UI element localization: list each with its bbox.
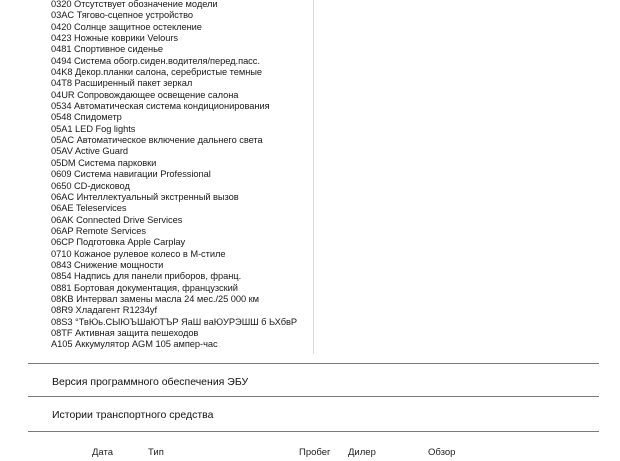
option-item: 06AK Connected Drive Services	[51, 214, 183, 225]
column-header-type[interactable]: Тип	[148, 447, 164, 458]
option-item: 0420 Солнце защитное остекление	[51, 21, 202, 32]
option-item: 0320 Отсутствует обозначение модели	[51, 0, 218, 9]
option-item: 03AC Тягово-сцепное устройство	[51, 10, 194, 21]
option-item: 06AC Интеллектуальный экстренный вызов	[51, 191, 239, 202]
option-item: 0609 Система навигации Professional	[51, 169, 211, 180]
option-item: 04K8 Декор.планки салона, серебристые темные	[51, 67, 263, 78]
column-header-dealer[interactable]: Дилер	[348, 447, 376, 458]
option-item: 06AP Remote Services	[51, 225, 146, 236]
vehicle-history-section-header[interactable]: Истории транспортного средства	[52, 409, 214, 421]
option-item: 04UR Сопровождающее освещение салона	[51, 89, 239, 100]
section-divider	[28, 396, 599, 397]
section-divider	[28, 363, 599, 364]
option-item: 05AV Active Guard	[51, 146, 129, 157]
option-item: 0534 Автоматическая система кондиционирования	[51, 101, 270, 112]
option-item: 0854 Надпись для панели приборов, франц.	[51, 271, 242, 282]
option-item: 0881 Бортовая документация, французский	[51, 282, 238, 293]
equipment-options-list	[51, 0, 314, 354]
option-item: 08S3 °ТвЮь.СЫЮЪШаЮТЪР ЯаШ ваЮУРЭШШ б ЬХбвР	[51, 316, 298, 327]
option-item: 05DM Система парковки	[51, 157, 157, 168]
option-item: 06AE Teleservices	[51, 203, 127, 214]
option-item: 05AC Автоматическое включение дальнего света	[51, 135, 263, 146]
option-item: 0423 Ножные коврики Velours	[51, 33, 178, 44]
column-header-date[interactable]: Дата	[92, 447, 114, 458]
history-table-header	[0, 447, 620, 461]
column-header-overview[interactable]: Обзор	[428, 447, 456, 458]
option-item: 0710 Кожаное рулевое колесо в М-стиле	[51, 248, 226, 259]
option-item: 04T8 Расширенный пакет зеркал	[51, 78, 193, 89]
option-item: 06CP Подготовка Apple Carplay	[51, 237, 186, 248]
section-divider	[28, 431, 599, 432]
option-item: 08KB Интервал замены масла 24 мес./25 000 км	[51, 293, 260, 304]
column-header-mileage[interactable]: Пробег	[299, 447, 331, 458]
option-item: 0843 Снижение мощности	[51, 259, 164, 270]
option-item: 0548 Спидометр	[51, 112, 122, 123]
option-item: 0494 Система обогр.сиден.водителя/перед.пасс.	[51, 55, 260, 66]
option-item: A105 Аккумулятор AGM 105 ампер-час	[51, 339, 218, 350]
option-item: 0650 CD-дисковод	[51, 180, 130, 191]
ecu-software-section-header[interactable]: Версия программного обеспечения ЭБУ	[52, 376, 249, 388]
option-item: 0481 Спортивное сиденье	[51, 44, 164, 55]
option-item: 08R9 Хладагент R1234yf	[51, 305, 158, 316]
option-item: 08TF Активная защита пешеходов	[51, 327, 199, 338]
option-item: 05A1 LED Fog lights	[51, 123, 136, 134]
